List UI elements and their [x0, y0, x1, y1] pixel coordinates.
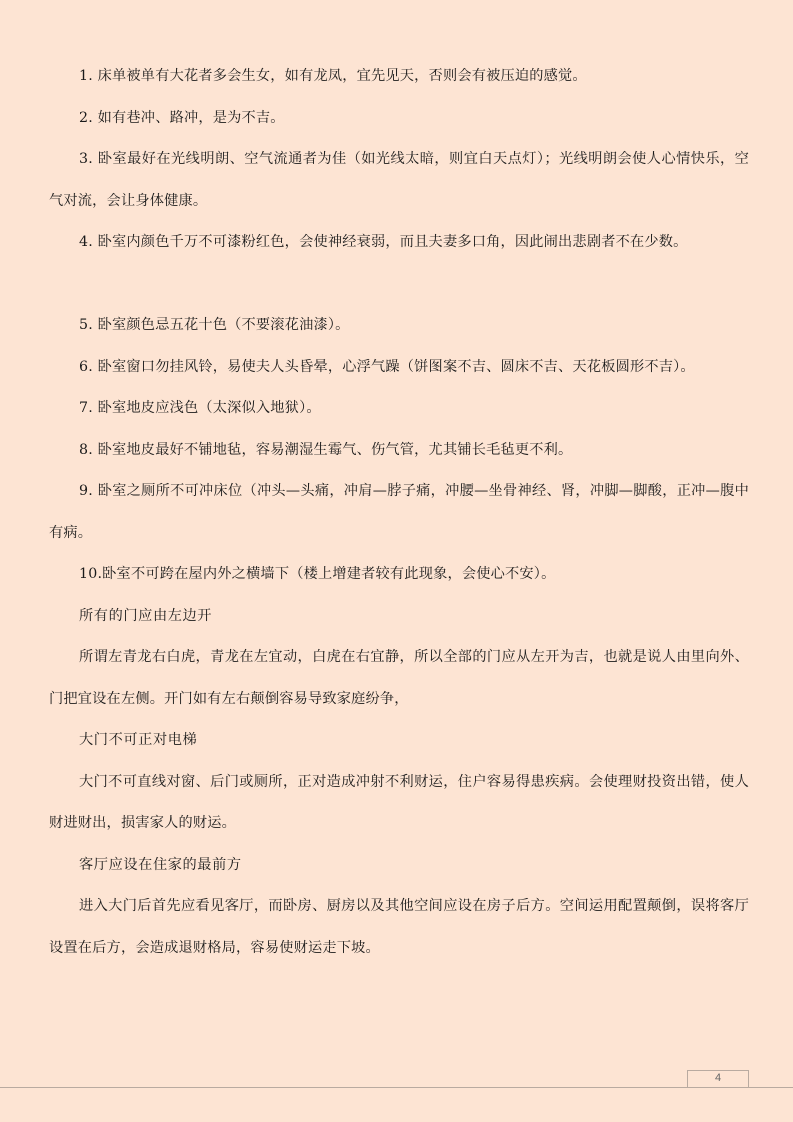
paragraph-spacer — [49, 264, 749, 306]
paragraph-2: 2. 如有巷冲、路冲，是为不吉。 — [79, 109, 285, 126]
section-heading-door-left: 所有的门应由左边开 — [79, 607, 213, 624]
document-body — [49, 56, 749, 969]
paragraph-elevator: 大门不可直线对窗、后门或厕所，正对造成冲射不利财运，住户容易得患疾病。会使理财投资出错，使人财进财出，损害家人的财运。 — [49, 773, 749, 831]
paragraph-4: 4. 卧室内颜色千万不可漆粉红色，会使神经衰弱，而且夫妻多口角，因此闹出悲剧者不在少数。 — [79, 234, 688, 250]
paragraph-7: 7. 卧室地皮应浅色（太深似入地狱）。 — [79, 400, 321, 416]
paragraph-1: 1. 床单被单有大花者多会生女，如有龙凤，宜先见天，否则会有被压迫的感觉。 — [79, 68, 587, 84]
paragraph-living-room: 进入大门后首先应看见客厅，而卧房、厨房以及其他空间应设在房子后方。空间运用配置颠倒，误将客厅设置在后方，会造成退财格局，容易使财运走下坡。 — [49, 898, 749, 956]
paragraph-9: 9. 卧室之厕所不可冲床位（冲头—头痛，冲肩—脖子痛，冲腰—坐骨神经、肾，冲脚—脚酸，正冲—腹中有病。 — [49, 483, 749, 541]
section-heading-living-room: 客厅应设在住家的最前方 — [79, 856, 242, 873]
paragraph-3: 3. 卧室最好在光线明朗、空气流通者为佳（如光线太暗，则宜白天点灯）；光线明朗会使人心情快乐，空气对流，会让身体健康。 — [49, 151, 749, 209]
paragraph-5: 5. 卧室颜色忌五花十色（不要滚花油漆）。 — [79, 317, 350, 333]
paragraph-8: 8. 卧室地皮最好不铺地毡，容易潮湿生霉气、伤气管，尤其铺长毛毡更不利。 — [79, 441, 573, 458]
paragraph-10: 10.卧室不可跨在屋内外之横墙下（楼上增建者较有此现象，会使心不安）。 — [79, 566, 556, 582]
page-number-box — [687, 1070, 749, 1087]
page-number: 4 — [714, 1072, 722, 1084]
section-heading-elevator: 大门不可正对电梯 — [79, 732, 198, 748]
paragraph-door-left: 所谓左青龙右白虎，青龙在左宜动，白虎在右宜静，所以全部的门应从左开为吉，也就是说人由里向外、门把宜设在左侧。开门如有左右颠倒容易导致家庭纷争， — [49, 649, 749, 707]
paragraph-6: 6. 卧室窗口勿挂风铃，易使夫人头昏晕，心浮气躁（饼图案不吉、圆床不吉、天花板圆形不吉）。 — [79, 358, 695, 375]
footer-divider — [0, 1087, 793, 1088]
